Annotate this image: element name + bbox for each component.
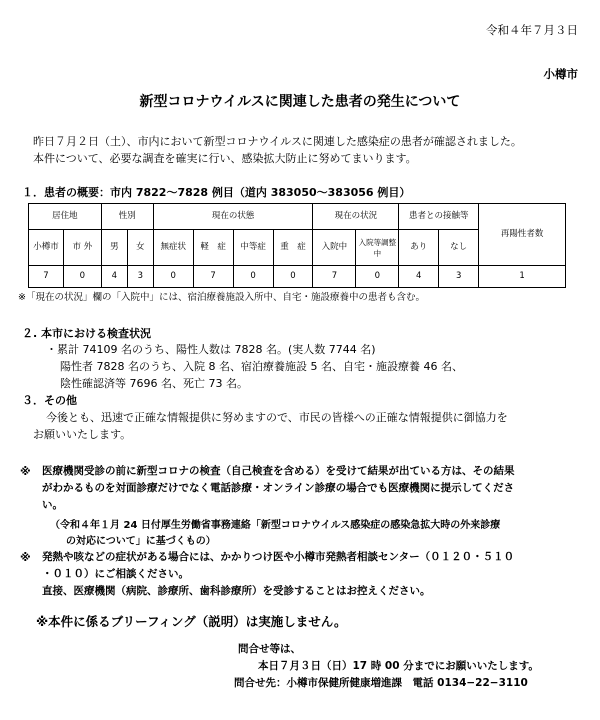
col-moderate: 中等症 [233, 230, 273, 266]
group-residence: 居住地 [29, 204, 102, 230]
intro-line-2: 本件について、必要な調査を確実に行い、感染拡大防止に努めてまいります。 [33, 152, 417, 165]
notice1-line-3: い。 [42, 499, 63, 511]
section2-heading: ２. 本市における検査状況 [22, 327, 152, 340]
col-contact-yes: あり [399, 230, 439, 266]
group-condition: 現在の状態 [153, 204, 313, 230]
value-adjusting: 0 [356, 266, 399, 288]
document-date: 令和４年７月３日 [486, 23, 578, 37]
contact-lead: 問合せ等は、 [238, 643, 301, 655]
col-asymptomatic: 無症状 [153, 230, 193, 266]
col-male: 男 [101, 230, 127, 266]
document-title: 新型コロナウイルスに関連した患者の発生について [139, 94, 461, 110]
col-hospitalized: 入院中 [313, 230, 356, 266]
notice1-mark: ※ [20, 465, 31, 478]
table-note: ※「現在の状況」欄の「入院中」には、宿泊療養施設入所中、自宅・施設療養中の患者も含む。 [18, 292, 425, 303]
value-contact-yes: 4 [399, 266, 439, 288]
value-female: 3 [127, 266, 153, 288]
section2-line-3: 陰性確認済等 7696 名、死亡 73 名。 [60, 377, 248, 390]
notice1-ref-1: （令和４年１月 24 日付厚生労働省事務連絡「新型コロナウイルス感染症の感染急拡大時の外来診療 [50, 520, 501, 531]
col-outside: 市 外 [63, 230, 101, 266]
contact-destination: 問合せ先：小樽市保健所健康増進課 電話 0134−22−3110 [234, 677, 528, 689]
group-repositive: 再陽性者数 [479, 204, 566, 266]
contact-deadline: 本日７月３日（日）17 時 00 分までにお願いいたします。 [258, 660, 539, 672]
group-status: 現在の状況 [313, 204, 399, 230]
group-contact: 患者との接触等 [399, 204, 479, 230]
notice1-ref-2: の対応について」に基づくもの） [66, 536, 216, 547]
section3-line-2: お願いいたします。 [33, 428, 132, 441]
value-asymptomatic: 0 [153, 266, 193, 288]
section1-heading: １．患者の概要：市内 7822〜7828 例目（道内 383050〜383056 例目） [22, 186, 411, 199]
col-otaru: 小樽市 [29, 230, 64, 266]
notice2-line-2: ・０１０）にご相談ください。 [42, 568, 189, 580]
col-contact-no: なし [439, 230, 479, 266]
col-adjusting: 入院等調整中 [356, 230, 399, 266]
group-gender: 性別 [101, 204, 153, 230]
value-outside: 0 [63, 266, 101, 288]
value-severe: 0 [273, 266, 313, 288]
col-severe: 重 症 [273, 230, 313, 266]
section2-line-2: 陽性者 7828 名のうち、入院 8 名、宿泊療養施設 5 名、自宅・施設療養 46 名、 [60, 360, 463, 373]
value-moderate: 0 [233, 266, 273, 288]
value-repositive: 1 [479, 266, 566, 288]
notice1-line-2: がわかるものを対面診療だけでなく電話診療・オンライン診療の場合でも医療機関に提示してくださ [42, 482, 515, 494]
patient-summary-table [28, 203, 566, 288]
briefing-notice: ※本件に係るブリーフィング（説明）は実施しません。 [36, 614, 347, 629]
value-otaru: 7 [29, 266, 64, 288]
notice1-line-1: 医療機関受診の前に新型コロナの検査（自己検査を含める）を受けて結果が出ている方は、その結果 [42, 465, 515, 477]
section3-line-1: 今後とも、迅速で正確な情報提供に努めますので、市民の皆様への正確な情報提供に御協力を [46, 411, 508, 424]
col-female: 女 [127, 230, 153, 266]
col-mild: 軽 症 [193, 230, 233, 266]
notice2-line-1: 発熱や咳などの症状がある場合には、かかりつけ医や小樽市発熱者相談センター（０１２０・５１０ [42, 551, 515, 563]
intro-line-1: 昨日７月２日（土）、市内において新型コロナウイルスに関連した感染症の患者が確認されました。 [33, 135, 522, 148]
section2-line-1: ・累計 74109 名のうち、陽性人数は 7828 名。(実人数 7744 名) [46, 343, 376, 356]
section3-heading: ３．その他 [22, 394, 77, 407]
notice2-line-3: 直接、医療機関（病院、診療所、歯科診療所）を受診することはお控えください。 [42, 585, 431, 597]
value-contact-no: 3 [439, 266, 479, 288]
value-male: 4 [101, 266, 127, 288]
notice2-mark: ※ [20, 551, 31, 564]
issuer-name: 小樽市 [543, 67, 578, 81]
value-hospitalized: 7 [313, 266, 356, 288]
value-mild: 7 [193, 266, 233, 288]
